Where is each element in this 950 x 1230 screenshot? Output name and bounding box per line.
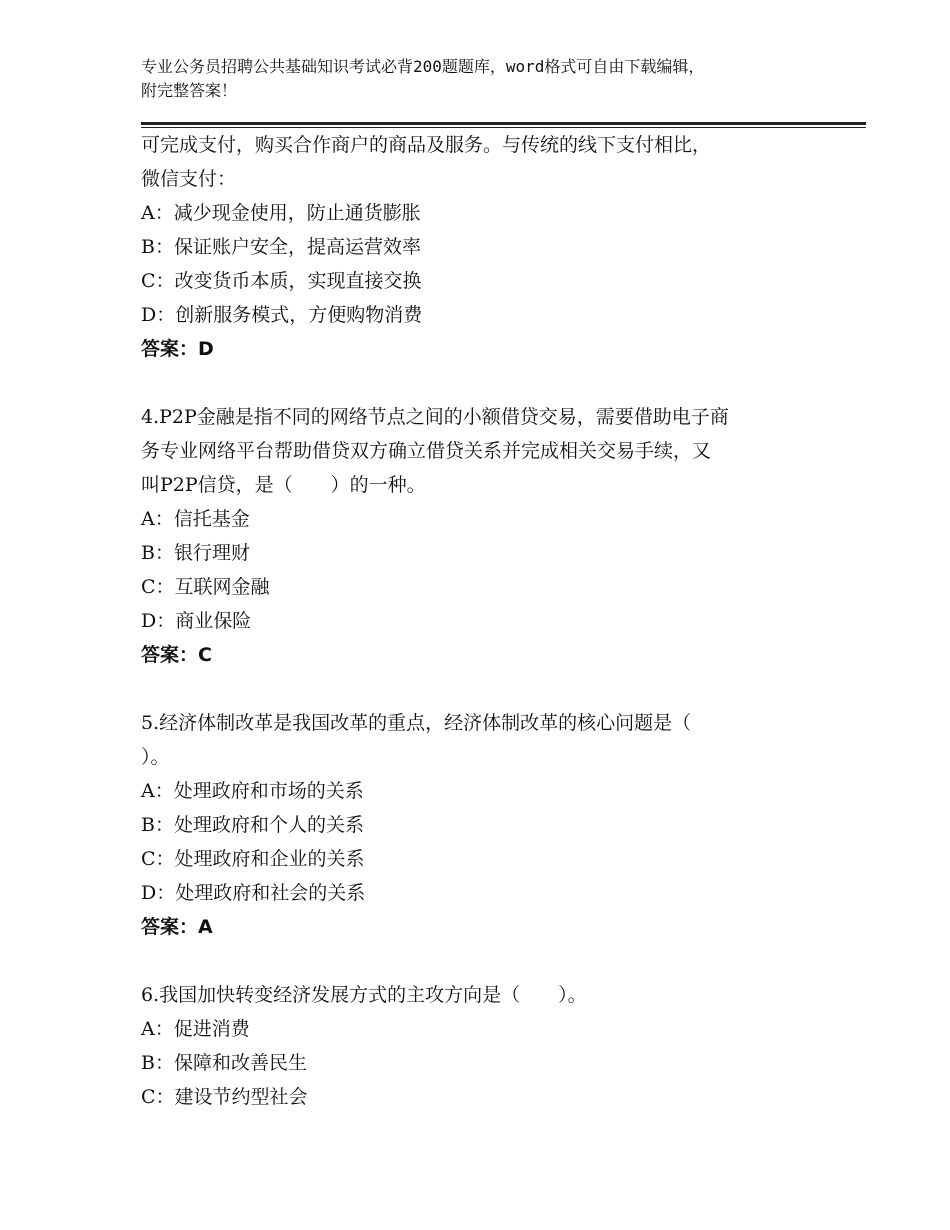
question-stem: 可完成支付，购买合作商户的商品及服务。与传统的线下支付相比， <box>141 134 712 156</box>
header-line: 附完整答案！ <box>141 81 238 100</box>
question-stem: 4.P2P金融是指不同的网络节点之间的小额借贷交易，需要借助电子商 <box>141 406 729 428</box>
question-stem: 务专业网络平台帮助借贷双方确立借贷关系并完成相关交易手续，又 <box>141 440 712 462</box>
option-c: C：建设节约型社会 <box>141 1086 308 1108</box>
question-stem: 叫P2P信贷，是（ ）的一种。 <box>141 474 426 496</box>
option-c: C：互联网金融 <box>141 576 270 598</box>
option-b: B：银行理财 <box>141 542 250 564</box>
header-line: 专业公务员招聘公共基础知识考试必背200题题库，word格式可自由下载编辑， <box>141 57 705 76</box>
option-a: A：减少现金使用，防止通货膨胀 <box>141 202 421 224</box>
answer-label: 答案：C <box>141 644 212 666</box>
question-stem: ）。 <box>141 746 170 768</box>
option-d: D：处理政府和社会的关系 <box>141 882 366 904</box>
question-6 <box>141 978 831 1114</box>
question-3 <box>141 128 831 366</box>
question-stem: 微信支付： <box>141 168 237 190</box>
answer-label: 答案：A <box>141 916 213 938</box>
option-d: D：商业保险 <box>141 610 252 632</box>
option-d: D：创新服务模式，方便购物消费 <box>141 304 423 326</box>
option-b: B：处理政府和个人的关系 <box>141 814 364 836</box>
option-a: A：信托基金 <box>141 508 250 530</box>
option-b: B：保证账户安全，提高运营效率 <box>141 236 421 258</box>
option-b: B：保障和改善民生 <box>141 1052 307 1074</box>
option-a: A：处理政府和市场的关系 <box>141 780 364 802</box>
option-a: A：促进消费 <box>141 1018 250 1040</box>
question-5 <box>141 706 831 944</box>
page-header <box>141 55 831 103</box>
question-stem: 5.经济体制改革是我国改革的重点，经济体制改革的核心问题是（ <box>141 712 692 734</box>
question-stem: 6.我国加快转变经济发展方式的主攻方向是（ ）。 <box>141 984 587 1006</box>
question-list <box>141 128 831 1114</box>
option-c: C：改变货币本质，实现直接交换 <box>141 270 422 292</box>
header-rule <box>141 122 866 125</box>
question-4 <box>141 400 831 672</box>
option-c: C：处理政府和企业的关系 <box>141 848 365 870</box>
answer-label: 答案：D <box>141 338 214 360</box>
